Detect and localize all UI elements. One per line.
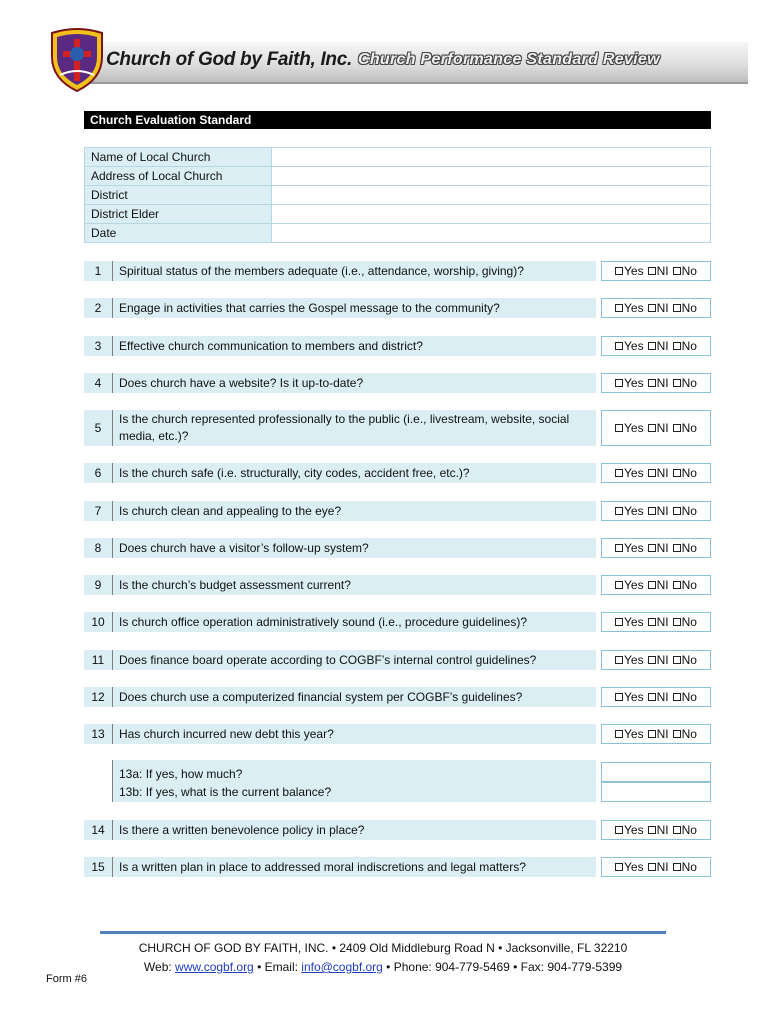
answer-option-label: Yes (624, 823, 644, 837)
answer-option-ni[interactable] (648, 339, 669, 353)
answer-option-yes[interactable] (615, 860, 644, 874)
answer-option-no[interactable] (673, 578, 697, 592)
answer-option-label: Yes (624, 339, 644, 353)
question-number: 15 (84, 857, 113, 877)
answer-option-label: NI (656, 376, 669, 390)
footer-rule (100, 931, 666, 934)
sub-question-13b: 13b: If yes, what is the current balance? (119, 785, 332, 799)
answer-option-label: Yes (624, 578, 644, 592)
checkbox-icon[interactable] (615, 730, 623, 738)
info-row (85, 148, 711, 167)
answer-option-label: No (681, 823, 697, 837)
answer-option-yes[interactable] (615, 727, 644, 741)
answer-options (601, 463, 711, 483)
answer-options (601, 410, 711, 446)
answer-option-yes[interactable] (615, 690, 644, 704)
answer-option-ni[interactable] (648, 541, 669, 555)
checkbox-icon[interactable] (673, 581, 681, 589)
checkbox-icon[interactable] (615, 267, 623, 275)
checkbox-icon[interactable] (615, 342, 623, 350)
checkbox-icon[interactable] (615, 424, 623, 432)
date-field[interactable] (272, 224, 711, 243)
answer-option-label: No (681, 264, 697, 278)
question-number: 9 (84, 575, 113, 595)
section-title: Church Evaluation Standard (84, 111, 711, 129)
answer-option-label: No (681, 615, 697, 629)
checkbox-icon[interactable] (673, 304, 681, 312)
answer-option-no[interactable] (673, 860, 697, 874)
answer-option-yes[interactable] (615, 421, 644, 435)
answer-option-label: No (681, 860, 697, 874)
answer-option-label: Yes (624, 376, 644, 390)
answer-options (601, 261, 711, 281)
answer-option-no[interactable] (673, 690, 697, 704)
question-row-6 (84, 463, 711, 483)
checkbox-icon[interactable] (673, 342, 681, 350)
answer-option-label: NI (656, 653, 669, 667)
answer-option-ni[interactable] (648, 727, 669, 741)
question-row-8 (84, 538, 711, 558)
checkbox-icon[interactable] (673, 379, 681, 387)
church-shield-logo (48, 27, 106, 93)
answer-option-no[interactable] (673, 339, 697, 353)
question-row-1 (84, 261, 711, 281)
answer-option-ni[interactable] (648, 421, 669, 435)
question-text: Does church have a website? Is it up-to-date? (113, 373, 596, 393)
email-label: • Email: (253, 960, 302, 974)
checkbox-icon[interactable] (673, 863, 681, 871)
question-text: Is church clean and appealing to the eye? (113, 501, 596, 521)
answer-options (601, 820, 711, 840)
question-number: 13 (84, 724, 113, 744)
answer-option-label: Yes (624, 690, 644, 704)
sub-question-text (113, 760, 596, 802)
question-number: 6 (84, 463, 113, 483)
answer-option-yes[interactable] (615, 264, 644, 278)
question-text: Is the church represented professionally to the public (i.e., livestream, website, social media, etc.)? (113, 410, 596, 446)
checkbox-icon[interactable] (648, 267, 656, 275)
answer-option-label: Yes (624, 264, 644, 278)
answer-options (601, 336, 711, 356)
answer-option-no[interactable] (673, 615, 697, 629)
answer-option-no[interactable] (673, 823, 697, 837)
answer-option-label: NI (656, 727, 669, 741)
email-link[interactable]: info@cogbf.org (301, 960, 383, 974)
info-row (85, 224, 711, 243)
question-number: 11 (84, 650, 113, 670)
answer-options (601, 687, 711, 707)
question-row-3 (84, 336, 711, 356)
question-text: Engage in activities that carries the Gospel message to the community? (113, 298, 596, 318)
checkbox-icon[interactable] (648, 863, 656, 871)
checkbox-icon[interactable] (615, 544, 623, 552)
answer-option-yes[interactable] (615, 823, 644, 837)
question-text: Is the church safe (i.e. structurally, city codes, accident free, etc.)? (113, 463, 596, 483)
question-row-11 (84, 650, 711, 670)
answer-option-label: NI (656, 504, 669, 518)
answer-option-label: NI (656, 615, 669, 629)
checkbox-icon[interactable] (673, 267, 681, 275)
answer-options (601, 501, 711, 521)
question-row-5 (84, 410, 711, 446)
checkbox-icon[interactable] (673, 618, 681, 626)
answer-option-ni[interactable] (648, 615, 669, 629)
question-row-14 (84, 820, 711, 840)
checkbox-icon[interactable] (648, 544, 656, 552)
debt-followup-block (84, 760, 711, 802)
answer-option-yes[interactable] (615, 466, 644, 480)
checkbox-icon[interactable] (673, 544, 681, 552)
question-row-12 (84, 687, 711, 707)
info-row (85, 186, 711, 205)
form-number: Form #6 (46, 973, 87, 985)
question-number: 3 (84, 336, 113, 356)
question-text: Has church incurred new debt this year? (113, 724, 596, 744)
answer-option-yes[interactable] (615, 376, 644, 390)
checkbox-icon[interactable] (648, 304, 656, 312)
question-number: 7 (84, 501, 113, 521)
answer-option-yes[interactable] (615, 301, 644, 315)
checkbox-icon[interactable] (648, 507, 656, 515)
answer-option-ni[interactable] (648, 466, 669, 480)
checkbox-icon[interactable] (615, 863, 623, 871)
info-row (85, 167, 711, 186)
checkbox-icon[interactable] (615, 469, 623, 477)
checkbox-icon[interactable] (615, 379, 623, 387)
question-text: Does church use a computerized financial system per COGBF’s guidelines? (113, 687, 596, 707)
answer-option-no[interactable] (673, 466, 697, 480)
answer-option-label: No (681, 421, 697, 435)
answer-option-ni[interactable] (648, 578, 669, 592)
answer-option-ni[interactable] (648, 690, 669, 704)
question-number: 14 (84, 820, 113, 840)
question-text: Is a written plan in place to addressed moral indiscretions and legal matters? (113, 857, 596, 877)
answer-options (601, 650, 711, 670)
question-number: 12 (84, 687, 113, 707)
answer-options (601, 373, 711, 393)
answer-option-label: No (681, 653, 697, 667)
church-info-table (84, 147, 711, 243)
question-row-4 (84, 373, 711, 393)
info-label-church-address: Address of Local Church (85, 167, 272, 186)
checkbox-icon[interactable] (648, 469, 656, 477)
checkbox-icon[interactable] (615, 581, 623, 589)
organization-name: Church of God by Faith, Inc. (106, 49, 352, 70)
question-row-10 (84, 612, 711, 632)
answer-options (601, 575, 711, 595)
answer-option-label: NI (656, 421, 669, 435)
answer-option-label: Yes (624, 466, 644, 480)
answer-option-label: Yes (624, 504, 644, 518)
district-field[interactable] (272, 186, 711, 205)
answer-options (601, 298, 711, 318)
checkbox-icon[interactable] (615, 304, 623, 312)
answer-option-ni[interactable] (648, 504, 669, 518)
question-text: Effective church communication to members and district? (113, 336, 596, 356)
answer-option-yes[interactable] (615, 541, 644, 555)
answer-option-label: Yes (624, 615, 644, 629)
answer-options (601, 857, 711, 877)
question-text: Spiritual status of the members adequate (i.e., attendance, worship, giving)? (113, 261, 596, 281)
answer-option-no[interactable] (673, 541, 697, 555)
answer-option-label: NI (656, 264, 669, 278)
phone-fax: • Phone: 904-779-5469 • Fax: 904-779-5399 (382, 960, 623, 974)
question-text: Does finance board operate according to COGBF’s internal control guidelines? (113, 650, 596, 670)
answer-option-yes[interactable] (615, 578, 644, 592)
info-label-district: District (85, 186, 272, 205)
answer-option-no[interactable] (673, 301, 697, 315)
checkbox-icon[interactable] (615, 826, 623, 834)
answer-options (601, 538, 711, 558)
question-row-15 (84, 857, 711, 877)
checkbox-icon[interactable] (648, 656, 656, 664)
church-address-field[interactable] (272, 167, 711, 186)
answer-option-label: Yes (624, 727, 644, 741)
checkbox-icon[interactable] (648, 379, 656, 387)
answer-option-label: No (681, 339, 697, 353)
answer-option-ni[interactable] (648, 264, 669, 278)
question-row-7 (84, 501, 711, 521)
checkbox-icon[interactable] (673, 656, 681, 664)
checkbox-icon[interactable] (615, 507, 623, 515)
question-number: 1 (84, 261, 113, 281)
answer-option-label: Yes (624, 653, 644, 667)
sub-question-number-cell (84, 760, 113, 802)
answer-option-no[interactable] (673, 421, 697, 435)
answer-option-no[interactable] (673, 727, 697, 741)
checkbox-icon[interactable] (673, 730, 681, 738)
answer-option-no[interactable] (673, 376, 697, 390)
website-link[interactable]: www.cogbf.org (175, 960, 254, 974)
answer-option-label: NI (656, 690, 669, 704)
checkbox-icon[interactable] (673, 469, 681, 477)
answer-option-yes[interactable] (615, 339, 644, 353)
checkbox-icon[interactable] (648, 693, 656, 701)
question-text: Is church office operation administratively sound (i.e., procedure guidelines)? (113, 612, 596, 632)
answer-option-label: No (681, 376, 697, 390)
answer-option-label: No (681, 690, 697, 704)
checkbox-icon[interactable] (673, 424, 681, 432)
answer-option-label: NI (656, 823, 669, 837)
question-number: 2 (84, 298, 113, 318)
info-label-district-elder: District Elder (85, 205, 272, 224)
question-text: Does church have a visitor’s follow-up system? (113, 538, 596, 558)
answer-option-label: No (681, 541, 697, 555)
sub-question-13a: 13a: If yes, how much? (119, 767, 243, 781)
checkbox-icon[interactable] (648, 730, 656, 738)
answer-option-no[interactable] (673, 264, 697, 278)
answer-option-yes[interactable] (615, 615, 644, 629)
answer-options (601, 724, 711, 744)
checkbox-icon[interactable] (673, 693, 681, 701)
checkbox-icon[interactable] (648, 581, 656, 589)
question-row-2 (84, 298, 711, 318)
answer-option-label: NI (656, 860, 669, 874)
checkbox-icon[interactable] (648, 342, 656, 350)
info-label-church-name: Name of Local Church (85, 148, 272, 167)
answer-option-label: Yes (624, 301, 644, 315)
question-text: Is there a written benevolence policy in place? (113, 820, 596, 840)
checkbox-icon[interactable] (648, 618, 656, 626)
answer-option-label: Yes (624, 541, 644, 555)
info-label-date: Date (85, 224, 272, 243)
form-title: Church Performance Standard Review (358, 51, 660, 68)
question-row-9 (84, 575, 711, 595)
answer-option-label: NI (656, 339, 669, 353)
answer-option-ni[interactable] (648, 653, 669, 667)
checkbox-icon[interactable] (615, 618, 623, 626)
current-balance-field[interactable] (601, 782, 711, 802)
question-number: 5 (84, 410, 113, 446)
answer-option-label: NI (656, 301, 669, 315)
answer-options (601, 612, 711, 632)
checkbox-icon[interactable] (615, 693, 623, 701)
answer-option-ni[interactable] (648, 301, 669, 315)
checkbox-icon[interactable] (615, 656, 623, 664)
answer-option-label: No (681, 466, 697, 480)
footer-contact (100, 960, 666, 974)
answer-option-no[interactable] (673, 504, 697, 518)
footer-address: CHURCH OF GOD BY FAITH, INC. • 2409 Old Middleburg Road N • Jacksonville, FL 32210 (138, 941, 628, 955)
answer-option-yes[interactable] (615, 504, 644, 518)
answer-option-label: NI (656, 466, 669, 480)
answer-option-label: No (681, 504, 697, 518)
question-text: Is the church’s budget assessment current? (113, 575, 596, 595)
answer-option-ni[interactable] (648, 823, 669, 837)
page-header (48, 27, 748, 95)
debt-amount-field[interactable] (601, 762, 711, 782)
checkbox-icon[interactable] (648, 424, 656, 432)
answer-option-ni[interactable] (648, 376, 669, 390)
answer-option-label: No (681, 301, 697, 315)
question-number: 4 (84, 373, 113, 393)
answer-option-ni[interactable] (648, 860, 669, 874)
answer-option-label: NI (656, 578, 669, 592)
answer-option-label: Yes (624, 860, 644, 874)
church-name-field[interactable] (272, 148, 711, 167)
answer-option-label: No (681, 727, 697, 741)
answer-option-no[interactable] (673, 653, 697, 667)
answer-option-label: NI (656, 541, 669, 555)
checkbox-icon[interactable] (673, 507, 681, 515)
question-row-13 (84, 724, 711, 744)
answer-option-yes[interactable] (615, 653, 644, 667)
question-number: 8 (84, 538, 113, 558)
district-elder-field[interactable] (272, 205, 711, 224)
checkbox-icon[interactable] (673, 826, 681, 834)
web-label: Web: (143, 960, 176, 974)
question-number: 10 (84, 612, 113, 632)
checkbox-icon[interactable] (648, 826, 656, 834)
answer-option-label: Yes (624, 421, 644, 435)
answer-option-label: No (681, 578, 697, 592)
info-row (85, 205, 711, 224)
